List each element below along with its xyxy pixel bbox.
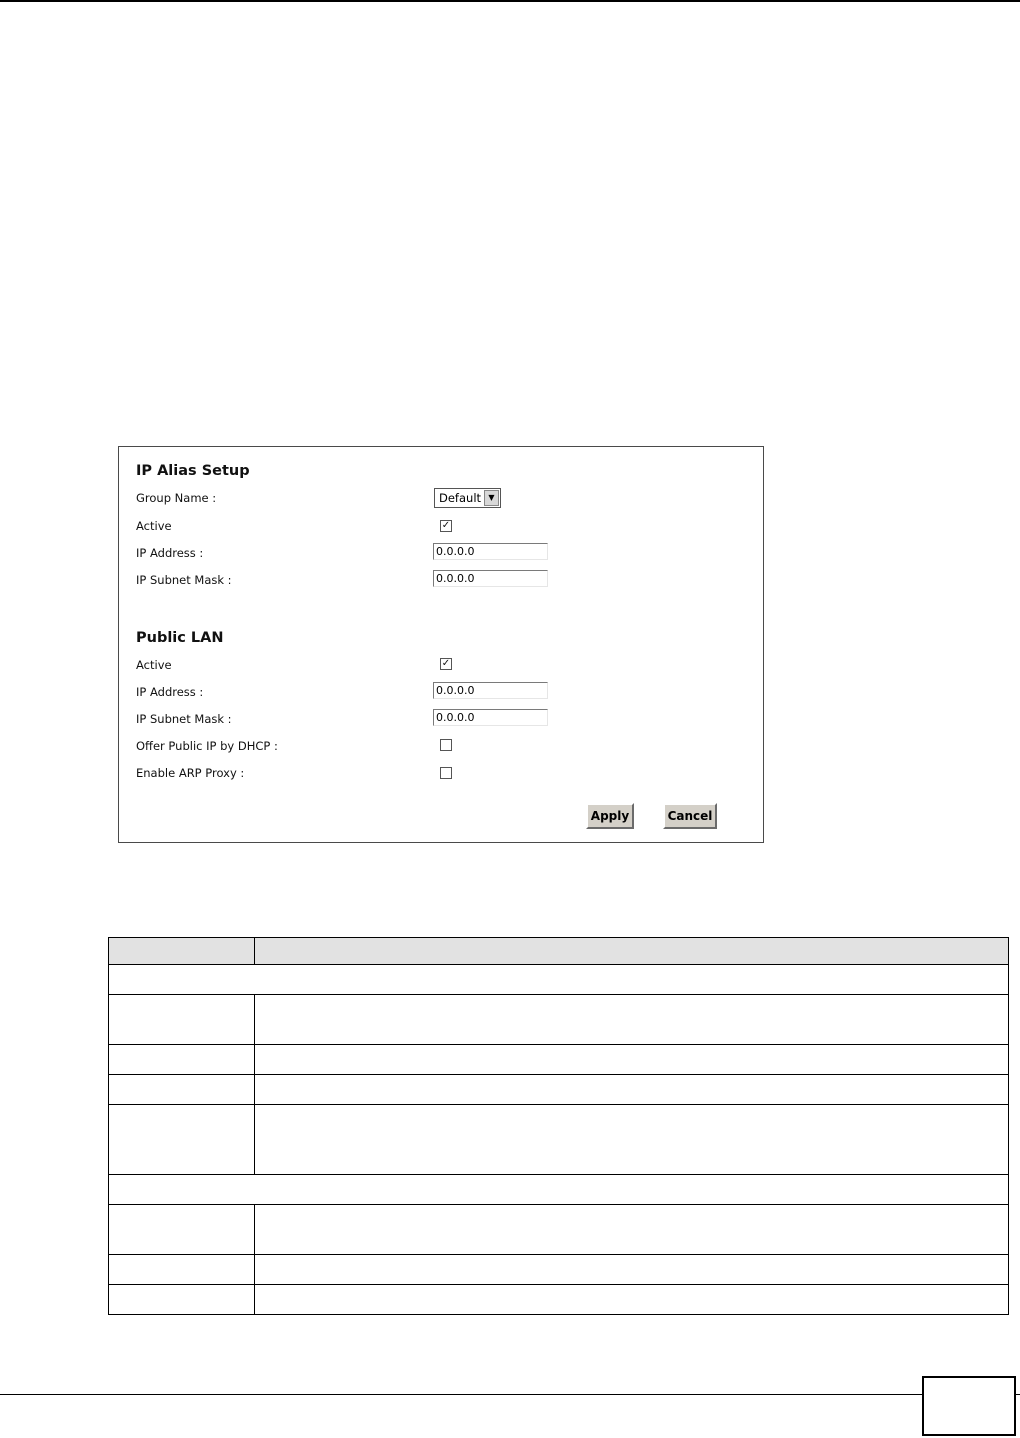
table-row (109, 1175, 1009, 1205)
table-cell (255, 995, 1009, 1045)
ip-alias-title: IP Alias Setup (136, 463, 250, 479)
table-header-cell (109, 938, 255, 965)
page-number-box (922, 1376, 1016, 1436)
table-header-cell (255, 938, 1009, 965)
table-cell (109, 965, 1009, 995)
table-cell (255, 1075, 1009, 1105)
ip-alias-subnet-mask-input[interactable] (433, 570, 548, 587)
ip-alias-active-label: Active (136, 519, 172, 533)
cancel-button[interactable]: Cancel (663, 803, 717, 829)
table-cell (255, 1285, 1009, 1315)
table-row (109, 1205, 1009, 1255)
table-cell (109, 1285, 255, 1315)
table-row (109, 1045, 1009, 1075)
table-row (109, 1075, 1009, 1105)
ip-alias-screen (118, 446, 764, 843)
table-cell (109, 1045, 255, 1075)
enable-arp-proxy-label: Enable ARP Proxy : (136, 766, 245, 780)
public-lan-ip-address-label: IP Address : (136, 685, 204, 699)
table-cell (255, 1105, 1009, 1175)
header-rule (0, 0, 1020, 2)
ip-alias-ip-address-label: IP Address : (136, 546, 204, 560)
offer-public-ip-dhcp-label: Offer Public IP by DHCP : (136, 739, 278, 753)
group-name-label: Group Name : (136, 491, 217, 505)
ip-alias-ip-address-input[interactable] (433, 543, 548, 560)
table-header-row (109, 938, 1009, 965)
public-lan-active-checkbox[interactable]: ✓ (441, 658, 451, 669)
table-row (109, 1255, 1009, 1285)
footer-rule (0, 1394, 1020, 1395)
table-cell (109, 995, 255, 1045)
table-cell (109, 1105, 255, 1175)
table-cell (109, 1255, 255, 1285)
public-lan-subnet-mask-label: IP Subnet Mask : (136, 712, 232, 726)
enable-arp-proxy-checkbox[interactable] (440, 767, 452, 779)
table-cell (109, 1075, 255, 1105)
table-row (109, 965, 1009, 995)
public-lan-subnet-mask-input[interactable] (433, 709, 548, 726)
table-row (109, 1105, 1009, 1175)
description-table (108, 937, 1009, 1315)
table-cell (109, 1205, 255, 1255)
public-lan-ip-address-input[interactable] (433, 682, 548, 699)
group-name-value: Default (439, 491, 482, 505)
table-cell (109, 1175, 1009, 1205)
group-name-select[interactable] (434, 488, 501, 508)
offer-public-ip-dhcp-checkbox[interactable] (440, 739, 452, 751)
ip-alias-subnet-mask-label: IP Subnet Mask : (136, 573, 232, 587)
chevron-down-icon[interactable]: ▼ (484, 490, 499, 506)
table-row (109, 1285, 1009, 1315)
table-row (109, 995, 1009, 1045)
table-cell (255, 1255, 1009, 1285)
apply-button[interactable]: Apply (586, 803, 634, 829)
public-lan-title: Public LAN (136, 630, 224, 646)
public-lan-active-label: Active (136, 658, 172, 672)
table-cell (255, 1205, 1009, 1255)
table-cell (255, 1045, 1009, 1075)
ip-alias-active-checkbox[interactable]: ✓ (441, 520, 451, 531)
